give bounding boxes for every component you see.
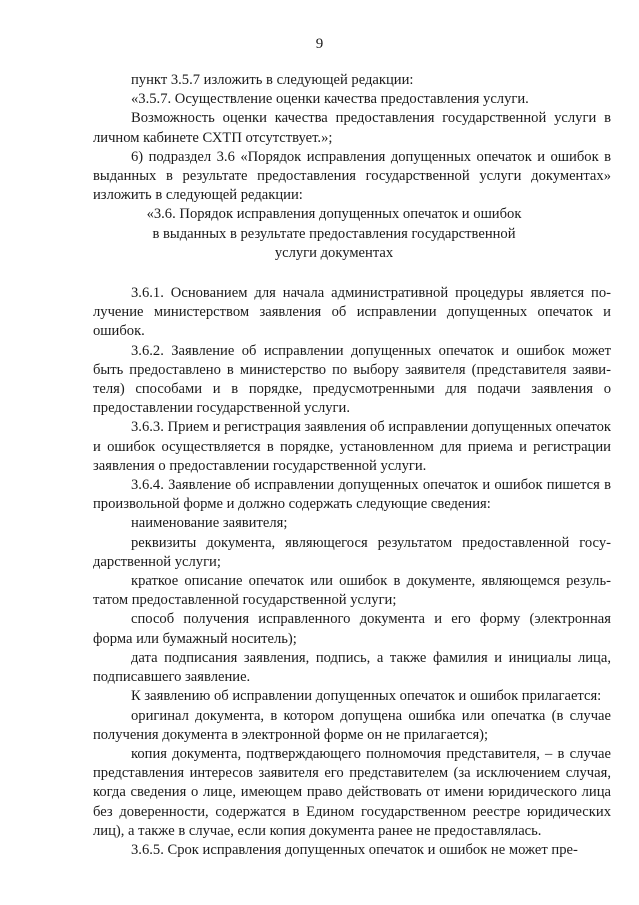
list-item: копия документа, подтверждающего полномочия представителя, – в случае представления интересов заявителя его представителем (за исключением случая, когда сведения о лице, имеющем право действовать от имени юридического лица без доверенности, содержатся в Едином государственном реестре юридических лиц), а также в случае, если копия документа ранее не предоставлялась. bbox=[93, 745, 611, 839]
paragraph: Возможность оценки качества предоставления государственной услуги в личном кабинете СХТП отсутствует.»; bbox=[93, 110, 611, 146]
section-heading-line: «3.6. Порядок исправления допущенных опечаток и ошибок bbox=[146, 206, 522, 223]
page-number: 9 bbox=[315, 36, 324, 52]
list-item: краткое описание опечаток или ошибок в документе, являющемся результатом предоставленной государственной услуги; bbox=[93, 573, 611, 609]
paragraph: пункт 3.5.7 изложить в следующей редакции: bbox=[131, 72, 414, 88]
spacer bbox=[93, 263, 611, 284]
paragraph: 3.6.3. Прием и регистрация заявления об исправлении допущенных опечаток и ошибок осуществляется в порядке, установленном для приема и регистрации заявления о предоставлении государственной услуги. bbox=[93, 419, 611, 474]
list-item: реквизиты документа, являющегося результатом предоставленной государственной услуги; bbox=[93, 534, 611, 570]
paragraph: 3.6.5. Срок исправления допущенных опечаток и ошибок не может пре- bbox=[131, 841, 578, 858]
paragraph: 3.6.4. Заявление об исправлении допущенных опечаток и ошибок пишется в произвольной форме и должно содержать следующие сведения: bbox=[93, 477, 611, 513]
paragraph: «3.5.7. Осуществление оценки качества предоставления услуги. bbox=[131, 91, 529, 108]
list-item: оригинал документа, в котором допущена ошибка или опечатка (в случае получения документа в электронной форме он не прилагается); bbox=[93, 707, 611, 743]
paragraph: 3.6.1. Основанием для начала административной процедуры является получение министерством заявления об исправлении допущенных опечаток и ошибок. bbox=[93, 285, 611, 340]
list-item: способ получения исправленного документа и его форму (электронная форма или бумажный носитель); bbox=[93, 611, 611, 647]
paragraph: 6) подраздел 3.6 «Порядок исправления допущенных опечаток и ошибок в выданных в результате предоставления государственной услуги документах» изложить в следующей редакции: bbox=[93, 148, 611, 204]
section-heading-line: в выданных в результате предоставления государственной bbox=[152, 225, 516, 242]
list-item: дата подписания заявления, подпись, а также фамилия и инициалы лица, подписавшего заявление. bbox=[93, 649, 611, 686]
document-body bbox=[93, 71, 611, 860]
paragraph: 3.6.2. Заявление об исправлении допущенных опечаток и ошибок может быть предоставлено в министерство по выбору заявителя (представителя заявителя) способами и в порядке, предусмотренными для подачи заявления о предоставлении государственной услуги. bbox=[93, 342, 611, 417]
paragraph: К заявлению об исправлении допущенных опечаток и ошибок прилагается: bbox=[131, 688, 602, 705]
section-heading-line: услуги документах bbox=[274, 244, 394, 261]
list-item: наименование заявителя; bbox=[131, 515, 288, 532]
